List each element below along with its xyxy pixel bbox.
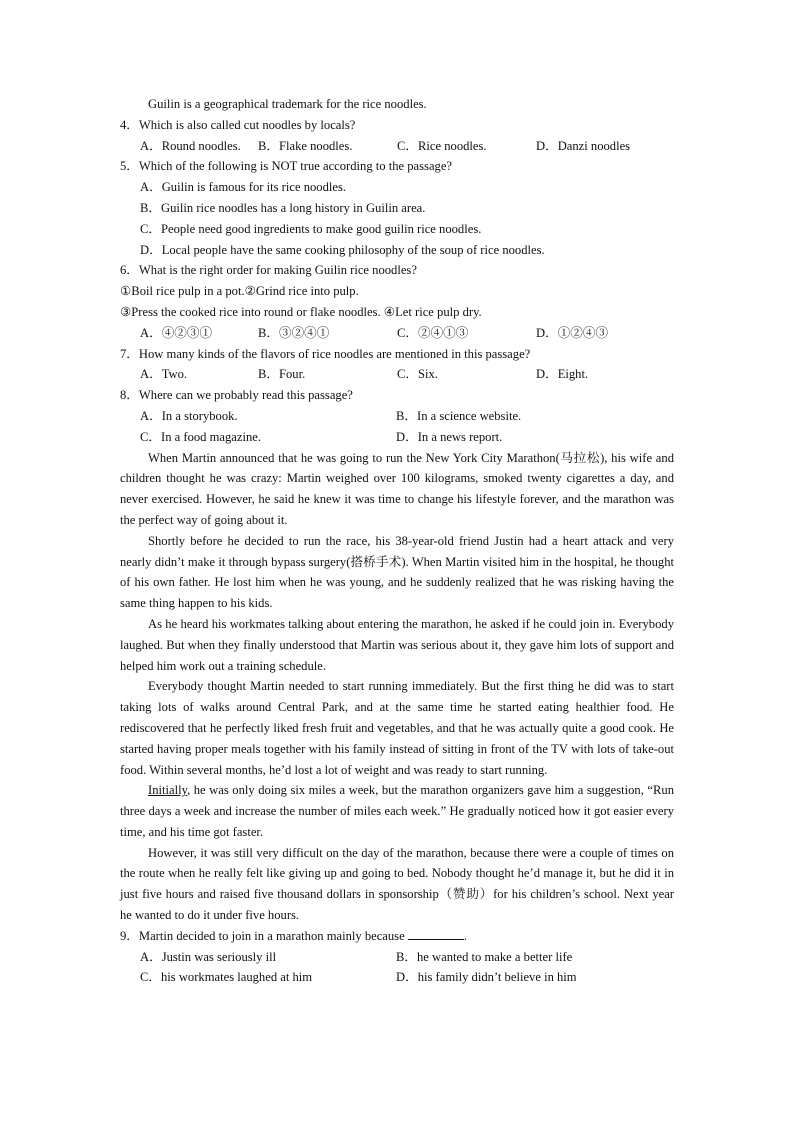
option-c: C．In a food magazine. xyxy=(140,429,261,444)
option-b: B．Guilin rice noodles has a long history in Guilin area. xyxy=(140,200,426,215)
passage-paragraph-3: As he heard his workmates talking about entering the marathon, he asked if he could join in. Everybody laughed. But when they finally understood that Martin was serious about it, they gave him lots of support and helped him work out a training schedule. xyxy=(120,616,674,673)
question-5-stem: 5．Which of the following is NOT true according to the passage? xyxy=(120,159,453,174)
passage-paragraph-1: When Martin announced that he was going to run the New York City Marathon(马拉松), his wife and children thought he was crazy: Martin weighed over 100 kilograms, smoked twenty cigarettes a day, and never exercised. However, he said he knew it was time to change his lifestyle forever, and the marathon was the perfect way of going about it. xyxy=(120,450,674,527)
option-b: B．Four. xyxy=(258,367,306,382)
option-a: A．Justin was seriously ill xyxy=(140,949,277,964)
question-8-options-row-2 xyxy=(120,427,674,448)
option-d: D．Danzi noodles xyxy=(536,138,631,153)
option-c: C．his workmates laughed at him xyxy=(140,970,313,985)
paragraph-5-text: , he was only doing six miles a week, but the marathon organizers gave him a suggestion, “Run three days a week and increase the number of miles each week.” He gradually noticed how it got easier every time, and his time got faster. xyxy=(120,783,674,839)
option-d: D．Eight. xyxy=(536,367,589,382)
passage-paragraph-6: However, it was still very difficult on the day of the marathon, because there were a couple of times on the route when he really felt like giving up and going to bed. Nobody thought he’d manage it, but he did it in just five hours and raised five thousand dollars in sponsorship（赞助）for his children’s school. Next year he wanted to do it under five hours. xyxy=(120,845,674,923)
question-9-text: 9．Martin decided to join in a marathon mainly because xyxy=(120,928,405,943)
question-4-stem: 4．Which is also called cut noodles by locals? xyxy=(120,117,356,132)
option-d: D．In a news report. xyxy=(396,429,503,444)
answer-blank xyxy=(408,926,464,940)
option-a: A．④②③① xyxy=(140,325,213,340)
question-6-options xyxy=(120,323,674,344)
option-c: C．②④①③ xyxy=(397,325,469,340)
question-7-options xyxy=(120,364,674,385)
option-b: B．Flake noodles. xyxy=(258,138,353,153)
question-8-options-row-1 xyxy=(120,406,674,427)
question-9-end: . xyxy=(463,928,467,943)
underlined-word: Initially xyxy=(148,783,188,798)
question-4-options xyxy=(120,136,674,157)
option-a: A．Guilin is famous for its rice noodles. xyxy=(140,180,347,195)
passage-paragraph-4: Everybody thought Martin needed to start running immediately. But the first thing he did was to start taking lots of walks around Central Park, and at the same time he started eating healthier food. He rediscovered that he perfectly liked fresh fruit and vegetables, and that he was actually quite a good cook. He started having proper meals together with his family instead of sitting in front of the TV with lots of take-out food. Within several months, he’d lost a lot of weight and was ready to start running. xyxy=(120,679,674,777)
passage-paragraph-2: Shortly before he decided to run the race, his 38-year-old friend Justin had a heart attack and very nearly didn’t make it through bypass surgery(搭桥手术). When Martin visited him in the hospital, he thought of his own father. He lost him when he was young, and he suddenly realized that he was risking having the same thing happen to his kids. xyxy=(120,533,674,611)
option-b: B．he wanted to make a better life xyxy=(396,949,573,964)
worksheet-page xyxy=(120,94,674,988)
option-d: D．his family didn’t believe in him xyxy=(396,970,577,985)
intro-line: Guilin is a geographical trademark for the rice noodles. xyxy=(148,97,427,111)
option-c: C．Six. xyxy=(397,367,438,382)
question-6-steps-line-2: ③Press the cooked rice into round or flake noodles. ④Let rice pulp dry. xyxy=(120,304,482,319)
question-9-options-row-1 xyxy=(120,947,674,968)
option-d: D．Local people have the same cooking philosophy of the soup of rice noodles. xyxy=(140,242,545,257)
question-6-stem: 6．What is the right order for making Guilin rice noodles? xyxy=(120,263,417,278)
option-a: A．In a storybook. xyxy=(140,408,238,423)
option-a: A．Round noodles. xyxy=(140,138,241,153)
option-c: C．People need good ingredients to make good guilin rice noodles. xyxy=(140,221,482,236)
question-6-steps-line-1: ①Boil rice pulp in a pot.②Grind rice into pulp. xyxy=(120,284,359,299)
reading-passage xyxy=(120,448,674,926)
option-a: A．Two. xyxy=(140,367,188,382)
question-7-stem: 7．How many kinds of the flavors of rice noodles are mentioned in this passage? xyxy=(120,346,531,361)
option-c: C．Rice noodles. xyxy=(397,138,487,153)
option-d: D．①②④③ xyxy=(536,325,609,340)
question-9-options-row-2 xyxy=(120,967,674,988)
question-8-stem: 8．Where can we probably read this passage? xyxy=(120,388,353,403)
option-b: B．In a science website. xyxy=(396,408,522,423)
question-9-stem xyxy=(120,926,674,947)
passage-paragraph-5 xyxy=(120,780,674,842)
option-b: B．③②④① xyxy=(258,325,330,340)
